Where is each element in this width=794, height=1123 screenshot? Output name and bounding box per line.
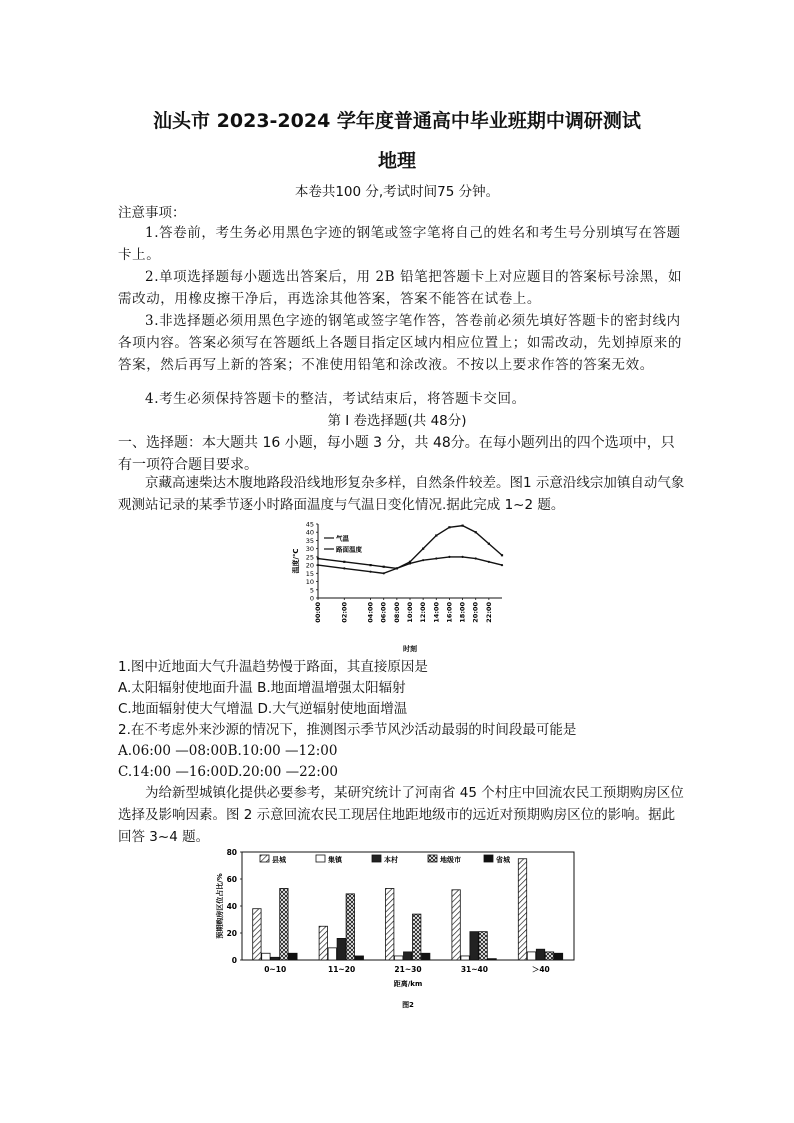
x-tick-label: 31~40 xyxy=(460,965,488,974)
data-point xyxy=(448,556,450,558)
data-point xyxy=(461,556,463,558)
bar-县城 xyxy=(452,890,460,960)
section-title: 第 I 卷选择题(共 48分) xyxy=(327,413,467,429)
legend-label: 气温 xyxy=(336,534,349,543)
x-tick-label: 10:00 xyxy=(406,602,414,623)
data-point xyxy=(448,526,450,528)
y-tick-label: 35 xyxy=(305,536,314,545)
bar-本村 xyxy=(404,952,412,960)
legend-label: 路面温度 xyxy=(336,545,362,554)
passage-2: 为给新型城镇化提供必要参考，某研究统计了河南省 45 个村庄中回流农民工预期购房区位选择及影响因素。图 2 示意回流农民工现居住地距地级市的远近对预期购房区位的影响。据此回答 3~4 题。 xyxy=(118,785,684,845)
figure-caption: 图2 xyxy=(402,1001,414,1009)
y-axis-label: 温度/℃ xyxy=(292,548,300,574)
bar-集镇 xyxy=(395,956,403,960)
data-point xyxy=(501,554,503,556)
bar-本村 xyxy=(470,932,478,960)
bar-省城 xyxy=(289,953,297,960)
notice-item-2: 2.单项选择题每小题选出答案后，用 2B 铅笔把答题卡上对应题目的答案标号涂黑，如需改动，用橡皮擦干净后，再选涂其他答案，答案不能答在试卷上。 xyxy=(118,269,683,307)
section-instruction: 一、选择题：本大题共 16 小题，每小题 3 分，共 48分。在每小题列出的四个选项中，只有一项符合题目要求。 xyxy=(118,435,675,473)
data-point xyxy=(409,561,411,563)
question-1-options-cd: C.地面辐射使大气增温 D.大气逆辐射使地面增温 xyxy=(118,701,408,717)
x-tick-label: 21~30 xyxy=(394,965,422,974)
x-tick-label: 14:00 xyxy=(432,602,441,623)
x-tick-label: ＞40 xyxy=(531,965,550,974)
y-tick-label: 10 xyxy=(305,578,314,587)
data-point xyxy=(422,559,424,561)
legend-label: 县城 xyxy=(272,856,286,864)
bar-地级市 xyxy=(346,894,354,960)
question-1-stem: 1.图中近地面大气升温趋势慢于路面，其直接原因是 xyxy=(118,659,428,675)
data-point xyxy=(369,571,371,573)
data-point xyxy=(435,557,437,559)
data-point xyxy=(475,557,477,559)
bar-集镇 xyxy=(461,956,469,960)
y-tick-label: 80 xyxy=(226,848,237,857)
data-point xyxy=(422,548,424,550)
legend-label: 地级市 xyxy=(440,856,461,864)
y-tick-label: 30 xyxy=(305,545,314,554)
legend-label: 省城 xyxy=(496,856,510,864)
legend-swatch xyxy=(260,855,269,862)
legend-label: 本村 xyxy=(384,856,398,864)
bar-县城 xyxy=(319,926,327,960)
data-point xyxy=(501,564,503,566)
bar-本村 xyxy=(271,957,279,960)
y-tick-label: 25 xyxy=(305,553,314,562)
data-point xyxy=(383,572,385,574)
notice-item-1: 1.答卷前，考生务必用黑色字迹的钢笔或签字笔将自己的姓名和考生号分别填写在答题卡上。 xyxy=(118,225,681,263)
data-point xyxy=(488,561,490,563)
legend-label: 集镇 xyxy=(328,856,342,864)
passage-1: 京藏高速柴达木腹地路段沿线地形复杂多样，自然条件较差。图1 示意沿线宗加镇自动气象观测站记录的某季节逐小时路面温度与气温日变化情况.据此完成 1~2 题。 xyxy=(118,475,685,513)
y-axis-label: 预期购房区位占比/% xyxy=(216,873,224,939)
x-tick-label: 11~20 xyxy=(328,965,356,974)
x-tick-label: 02:00 xyxy=(340,602,349,623)
notice-item-3: 3.非选择题必须用黑色字迹的钢笔或签字笔作答，答卷前必须先填好答题卡的密封线内各项内容。答案必须写在答题纸上各题目指定区域内相应位置上；如需改动，先划掉原来的答案，然后再写上新的答案；不准使用铅笔和涂改液。不按以上要求作答的答案无效。 xyxy=(118,313,682,373)
x-axis-label: 距离/km xyxy=(393,980,423,988)
x-tick-label: 12:00 xyxy=(419,602,428,623)
data-point xyxy=(396,567,398,569)
bar-地级市 xyxy=(545,952,553,960)
data-point xyxy=(461,525,463,527)
legend-swatch xyxy=(428,855,437,862)
series-line-气温 xyxy=(318,557,502,573)
bar-省城 xyxy=(422,953,430,960)
figure-2-bar-chart xyxy=(212,842,584,1010)
data-point xyxy=(488,543,490,545)
y-tick-label: 60 xyxy=(226,875,237,884)
x-tick-label: 04:00 xyxy=(366,602,375,623)
subject-title: 地理 xyxy=(377,150,416,172)
y-tick-label: 20 xyxy=(226,929,237,938)
y-tick-label: 20 xyxy=(305,561,314,570)
data-point xyxy=(343,561,345,563)
bar-县城 xyxy=(386,888,394,960)
bar-地级市 xyxy=(479,932,487,960)
question-1-options-ab: A.太阳辐射使地面升温 B.地面增温增强太阳辐射 xyxy=(118,680,406,696)
data-point xyxy=(383,566,385,568)
bar-集镇 xyxy=(328,948,336,960)
y-tick-label: 15 xyxy=(305,569,314,578)
bar-地级市 xyxy=(280,888,288,960)
bar-集镇 xyxy=(527,952,535,960)
legend-swatch xyxy=(316,855,325,862)
bar-省城 xyxy=(488,959,496,960)
exam-title: 汕头市 2023-2024 学年度普通高中毕业班期中调研测试 xyxy=(153,110,641,132)
exam-info: 本卷共100 分,考试时间75 分钟。 xyxy=(294,184,500,200)
bar-集镇 xyxy=(262,953,270,960)
notice-item-4: 4.考生必须保持答题卡的整洁，考试结束后，将答题卡交回。 xyxy=(145,391,526,407)
data-point xyxy=(475,531,477,533)
data-point xyxy=(317,557,319,559)
legend-swatch xyxy=(484,855,493,862)
y-tick-label: 45 xyxy=(305,520,314,529)
data-point xyxy=(317,564,319,566)
figure-1-line-chart xyxy=(288,516,528,654)
x-tick-label: 0~10 xyxy=(264,965,287,974)
x-tick-label: 16:00 xyxy=(445,602,454,623)
x-tick-label: 18:00 xyxy=(458,602,467,623)
bar-地级市 xyxy=(413,914,421,960)
bar-本村 xyxy=(337,938,345,960)
question-2-stem: 2.在不考虑外来沙源的情况下，推测图示季节风沙活动最弱的时间段最可能是 xyxy=(118,722,577,738)
bar-县城 xyxy=(253,909,261,960)
data-point xyxy=(343,567,345,569)
x-tick-label: 06:00 xyxy=(379,602,388,623)
notice-heading: 注意事项： xyxy=(118,205,186,221)
bar-省城 xyxy=(554,953,562,960)
bar-省城 xyxy=(355,956,363,960)
y-tick-label: 0 xyxy=(309,594,314,603)
bar-县城 xyxy=(518,859,526,960)
y-tick-label: 5 xyxy=(309,586,314,595)
data-point xyxy=(435,534,437,536)
x-tick-label: 08:00 xyxy=(392,602,401,623)
y-tick-label: 0 xyxy=(231,956,237,965)
question-2-options-cd: C.14:00 —16:00D.20:00 —22:00 xyxy=(118,764,338,780)
x-tick-label: 22:00 xyxy=(484,602,493,623)
x-tick-label: 20:00 xyxy=(471,602,480,623)
legend-swatch xyxy=(372,855,381,862)
bar-本村 xyxy=(536,949,544,960)
x-axis-label: 时刻 xyxy=(403,645,417,653)
y-tick-label: 40 xyxy=(226,902,237,911)
y-tick-label: 40 xyxy=(305,528,314,537)
data-point xyxy=(369,564,371,566)
x-tick-label: 00:00 xyxy=(314,602,322,623)
question-2-options-ab: A.06:00 —08:00B.10:00 —12:00 xyxy=(118,743,338,759)
